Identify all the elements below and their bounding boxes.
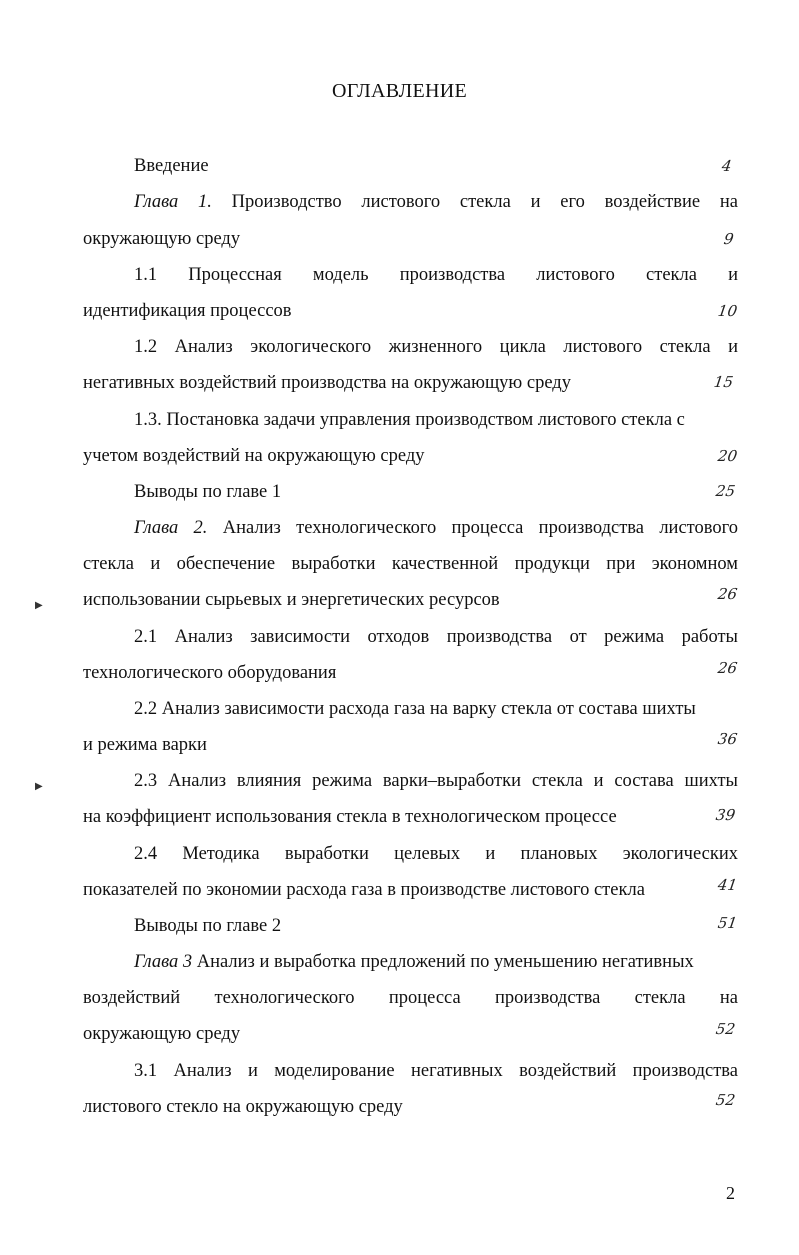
toc-intro-label: Введение bbox=[134, 156, 209, 176]
toc-s23-line2: на коэффициент использования стекла в технологическом процессе bbox=[83, 807, 617, 827]
toc-s13-line2: учетом воздействий на окружающую среду bbox=[83, 446, 425, 466]
toc-s31-page: 52 bbox=[714, 1091, 737, 1109]
toc-s21-line2: технологического оборудования bbox=[83, 663, 337, 683]
toc-s21-page: 26 bbox=[716, 659, 739, 677]
toc-concl1-label: Выводы по главе 1 bbox=[134, 482, 282, 502]
toc-s24-line2: показателей по экономии расхода газа в производстве листового стекла bbox=[83, 880, 645, 900]
toc-s23-page: 39 bbox=[714, 806, 737, 824]
toc-concl2-page: 51 bbox=[716, 914, 739, 932]
toc-concl2-label: Выводы по главе 2 bbox=[134, 916, 282, 936]
toc-s23-line1: 2.3 Анализ влияния режима варки–выработки стекла и состава шихты bbox=[134, 771, 738, 791]
toc-s12-page: 15 bbox=[712, 373, 735, 391]
toc-s31-line2: листового стекло на окружающую среду bbox=[83, 1097, 403, 1117]
page-title: ОГЛАВЛЕНИЕ bbox=[332, 80, 467, 102]
toc-s22-page: 36 bbox=[716, 730, 739, 748]
toc-ch2-page: 26 bbox=[716, 585, 739, 603]
toc-ch1-page: 9 bbox=[722, 230, 735, 248]
toc-s12-line1: 1.2 Анализ экологического жизненного цикла листового стекла и bbox=[134, 337, 738, 357]
toc-s24-page: 41 bbox=[716, 876, 739, 894]
toc-s24-line1: 2.4 Методика выработки целевых и плановых экологических bbox=[134, 844, 738, 864]
margin-mark-icon: ▶ bbox=[35, 600, 43, 611]
toc-ch3-line3: окружающую среду bbox=[83, 1024, 241, 1044]
toc-s11-page: 10 bbox=[716, 302, 739, 320]
toc-ch2-line2: стекла и обеспечение выработки качественной продукци при экономном bbox=[83, 554, 738, 574]
toc-ch3-text: Анализ и выработка предложений по уменьшению негативных bbox=[196, 952, 694, 972]
toc-s22-line1: 2.2 Анализ зависимости расхода газа на варку стекла от состава шихты bbox=[134, 699, 696, 719]
toc-s11-line2: идентификация процессов bbox=[83, 301, 292, 321]
toc-ch3-page: 52 bbox=[714, 1020, 737, 1038]
toc-concl1-page: 25 bbox=[714, 482, 737, 500]
toc-ch3-line2: воздействий технологического процесса производства стекла на bbox=[83, 988, 738, 1008]
toc-s21-line1: 2.1 Анализ зависимости отходов производства от режима работы bbox=[134, 627, 738, 647]
toc-ch1-line1 bbox=[134, 190, 738, 214]
toc-ch3-prefix: Глава 3 bbox=[134, 952, 193, 972]
toc-s13-line1: 1.3. Постановка задачи управления производством листового стекла с bbox=[134, 410, 685, 430]
toc-ch2-prefix: Глава 2. bbox=[134, 518, 208, 538]
toc-s13-page: 20 bbox=[716, 447, 739, 465]
toc-ch2-line3: использовании сырьевых и энергетических ресурсов bbox=[83, 590, 500, 610]
toc-ch2-line1 bbox=[134, 516, 738, 540]
toc-s31-line1: 3.1 Анализ и моделирование негативных воздействий производства bbox=[134, 1061, 738, 1081]
page-number: 2 bbox=[726, 1183, 735, 1203]
toc-s12-line2: негативных воздействий производства на окружающую среду bbox=[83, 373, 571, 393]
toc-s11-line1: 1.1 Процессная модель производства листового стекла и bbox=[134, 265, 738, 285]
toc-ch1-text: Производство листового стекла и его воздействие на bbox=[231, 192, 738, 212]
toc-ch2-text: Анализ технологического процесса производства листового bbox=[222, 518, 739, 538]
margin-mark-icon: ▶ bbox=[35, 781, 43, 792]
toc-s22-line2: и режима варки bbox=[83, 735, 207, 755]
toc-ch3-line1 bbox=[134, 950, 694, 974]
toc-ch1-line2: окружающую среду bbox=[83, 229, 241, 249]
toc-ch1-prefix: Глава 1. bbox=[134, 192, 212, 212]
toc-intro-page: 4 bbox=[720, 157, 733, 175]
